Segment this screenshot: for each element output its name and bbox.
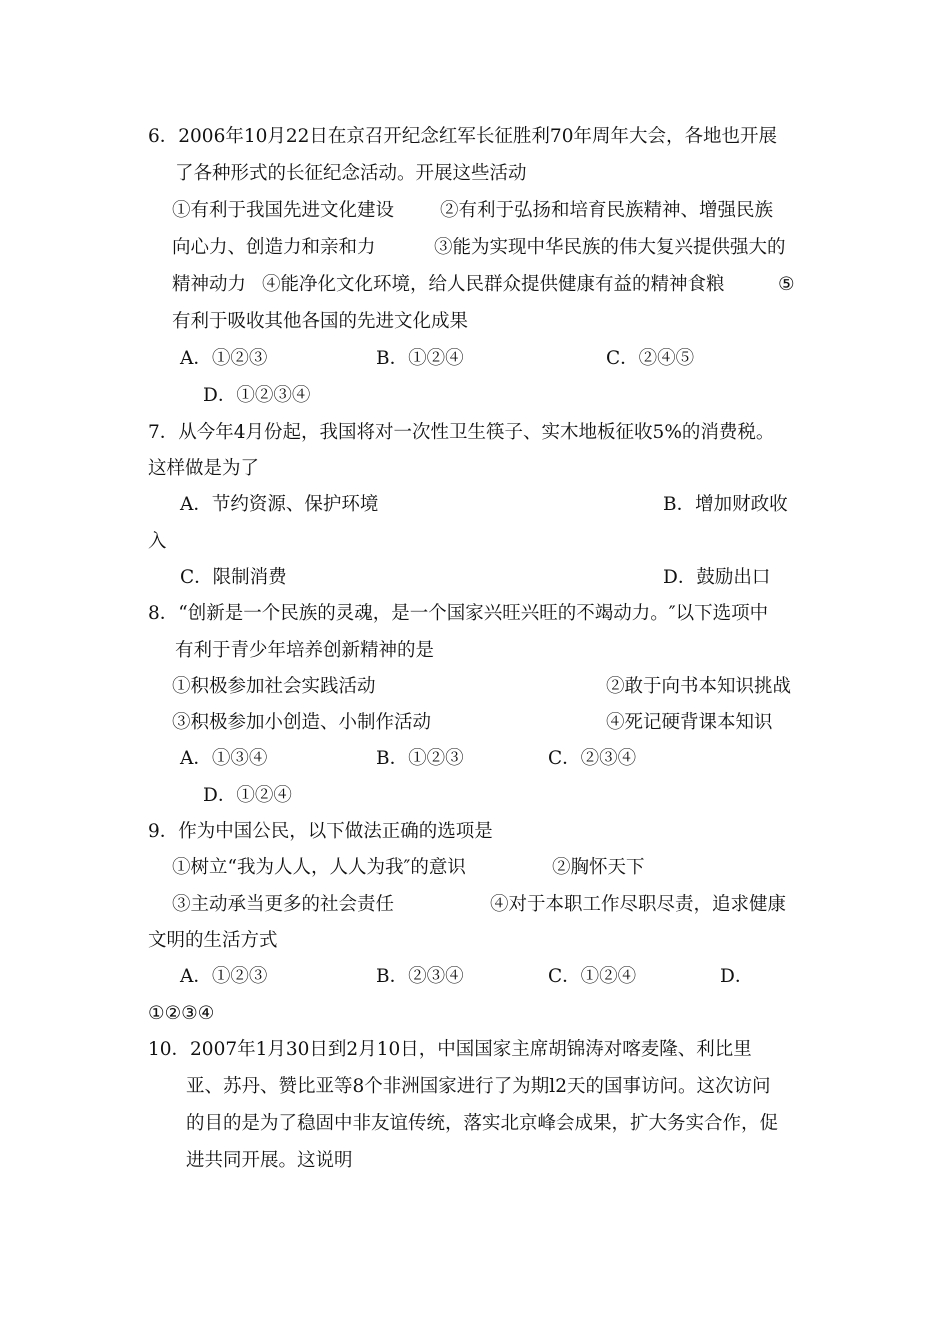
q10-stem-line-4: 进共同开展。这说明 [186, 1150, 353, 1171]
q10-stem-line-2: 亚、苏丹、赞比亚等8个非洲国家进行了为期l2天的国事访问。这次访问 [186, 1076, 771, 1097]
q6-statement-4: ④能净化文化环境，给人民群众提供健康有益的精神食粮 [262, 274, 725, 295]
q9-choice-d-cont: ①②③④ [148, 1003, 215, 1024]
q9-statement-3: ③主动承当更多的社会责任 [172, 894, 395, 915]
q7-choice-a: A．节约资源、保护环境 [180, 494, 379, 515]
q9-choice-c: C．①②④ [548, 966, 637, 987]
q6-choice-d: D．①②③④ [203, 385, 311, 406]
q6-stem-line-1: 6．2006年10月22日在京召开纪念红军长征胜利70年周年大会，各地也开展 [148, 126, 777, 147]
q8-stem-line-1: 8．“创新是一个民族的灵魂，是一个国家兴旺兴旺的不竭动力。″以下选项中 [148, 603, 769, 624]
q9-statement-4-cont: 文明的生活方式 [148, 930, 278, 951]
q10-stem-line-1: 10．2007年1月30日到2月10日，中国国家主席胡锦涛对喀麦隆、利比里 [148, 1039, 752, 1060]
q6-statement-2-cont: 向心力、创造力和亲和力 [172, 237, 376, 258]
q9-choice-b: B．②③④ [376, 966, 464, 987]
q6-statement-5-cont: 有利于吸收其他各国的先进文化成果 [172, 311, 469, 332]
q6-choice-a: A．①②③ [180, 348, 268, 369]
q6-statement-3-cont: 精神动力 [172, 274, 247, 295]
q6-statement-5: ⑤ [778, 274, 795, 295]
q8-statement-3: ③积极参加小创造、小制作活动 [172, 712, 432, 733]
q9-choice-a: A．①②③ [180, 966, 268, 987]
q8-choice-c: C．②③④ [548, 748, 637, 769]
q8-stem-line-2: 有利于青少年培养创新精神的是 [175, 640, 435, 661]
q6-statement-1: ①有利于我国先进文化建设 [172, 200, 395, 221]
q8-choice-d: D．①②④ [203, 785, 292, 806]
q8-statement-4: ④死记硬背课本知识 [606, 712, 773, 733]
q10-stem-line-3: 的目的是为了稳固中非友谊传统，落实北京峰会成果，扩大务实合作，促 [186, 1113, 779, 1134]
q8-statement-2: ②敢于向书本知识挑战 [606, 676, 792, 697]
q6-choice-c: C．②④⑤ [606, 348, 695, 369]
q8-choice-b: B．①②③ [376, 748, 464, 769]
q7-choice-c: C．限制消费 [180, 567, 287, 588]
q6-statement-3: ③能为实现中华民族的伟大复兴提供强大的 [434, 237, 786, 258]
q6-statement-2: ②有利于弘扬和培育民族精神、增强民族 [440, 200, 774, 221]
q7-choice-b-cont: 入 [148, 531, 167, 552]
q9-statement-2: ②胸怀天下 [552, 857, 645, 878]
q6-choice-b: B．①②④ [376, 348, 464, 369]
q8-choice-a: A．①③④ [180, 748, 268, 769]
q7-choice-b: B．增加财政收 [663, 494, 788, 515]
q9-statement-1: ①树立“我为人人，人人为我″的意识 [172, 857, 466, 878]
q7-stem-line-2: 这样做是为了 [148, 458, 260, 479]
q9-statement-4: ④对于本职工作尽职尽责，追求健康 [490, 894, 787, 915]
q6-stem-line-2: 了各种形式的长征纪念活动。开展这些活动 [175, 163, 527, 184]
q7-stem-line-1: 7．从今年4月份起，我国将对一次性卫生筷子、实木地板征收5%的消费税。 [148, 422, 775, 443]
q9-stem-line-1: 9．作为中国公民，以下做法正确的选项是 [148, 821, 493, 842]
q8-statement-1: ①积极参加社会实践活动 [172, 676, 376, 697]
q7-choice-d: D．鼓励出口 [663, 567, 771, 588]
q9-choice-d: D． [720, 966, 754, 987]
